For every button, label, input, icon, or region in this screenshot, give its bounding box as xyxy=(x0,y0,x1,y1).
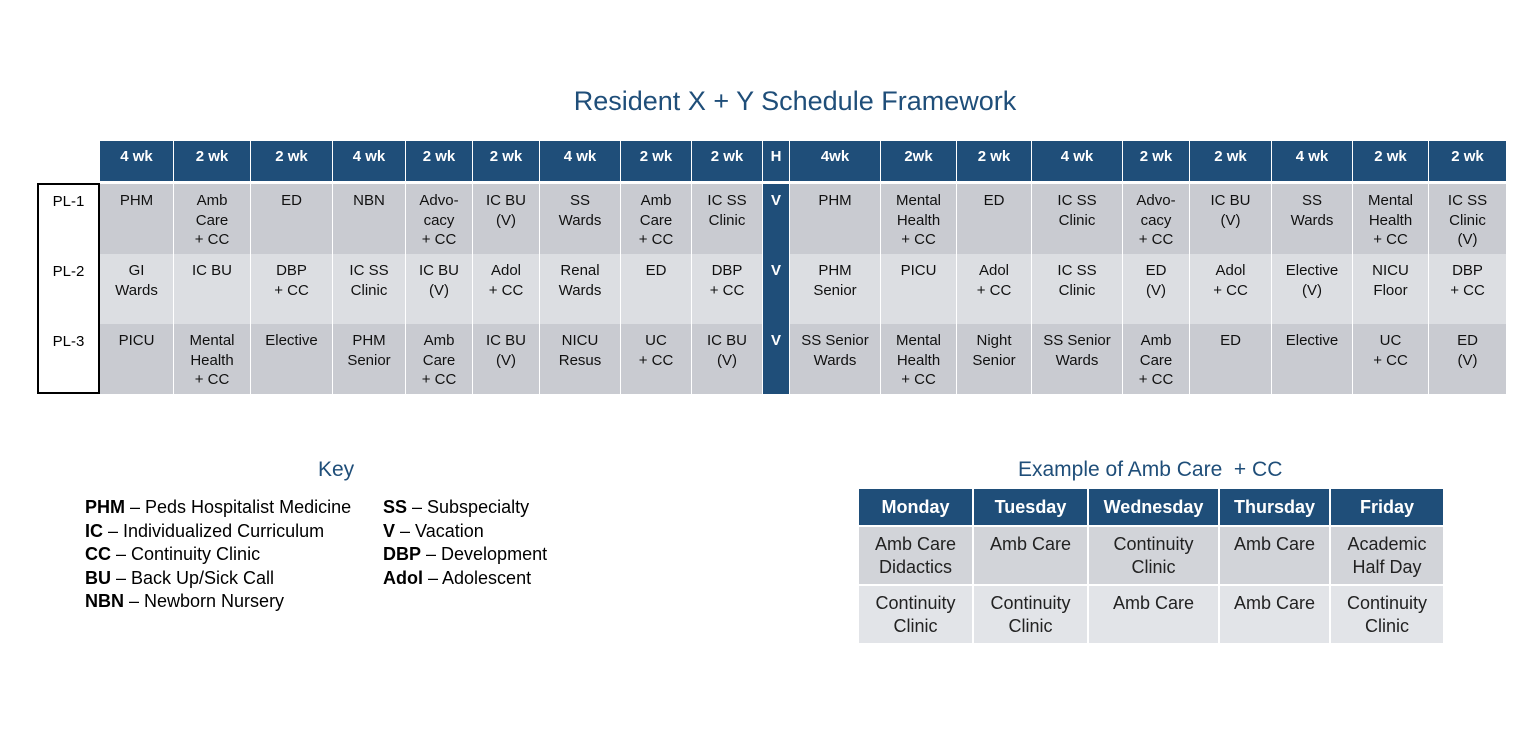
duration-header: 4 wk xyxy=(1272,141,1353,181)
rotation-cell: ED (V) xyxy=(1123,254,1190,324)
rotation-cell: Elective xyxy=(251,324,333,394)
example-cell: Amb Care xyxy=(1089,586,1220,643)
schedule-row-pl2 xyxy=(100,254,1507,326)
key-abbreviation: Adol xyxy=(383,567,423,588)
rotation-cell: IC BU (V) xyxy=(692,324,763,394)
rotation-cell: Renal Wards xyxy=(540,254,621,324)
key-column-2 xyxy=(383,496,547,590)
rotation-cell: Night Senior xyxy=(957,324,1032,394)
rotation-cell: ED (V) xyxy=(1429,324,1507,394)
key-entry xyxy=(383,520,547,544)
day-header: Tuesday xyxy=(974,489,1089,525)
row-label: PL-1 xyxy=(52,193,85,210)
key-entry xyxy=(383,567,547,591)
rotation-cell: Elective xyxy=(1272,324,1353,394)
rotation-cell: Amb Care + CC xyxy=(174,184,251,254)
day-header: Monday xyxy=(859,489,974,525)
rotation-cell: Adol + CC xyxy=(1190,254,1272,324)
key-column-1 xyxy=(85,496,351,614)
key-entry xyxy=(85,520,351,544)
example-cell: Academic Half Day xyxy=(1331,527,1445,584)
key-entry xyxy=(383,496,547,520)
rotation-cell: PICU xyxy=(881,254,957,324)
rotation-cell: DBP + CC xyxy=(692,254,763,324)
example-title: Example of Amb Care + CC xyxy=(1018,458,1283,481)
key-description: – Peds Hospitalist Medicine xyxy=(125,497,352,517)
key-entry xyxy=(85,496,351,520)
key-description: – Individualized Curriculum xyxy=(103,520,325,541)
example-row-2 xyxy=(859,586,1445,643)
key-description: – Development xyxy=(421,544,548,564)
rotation-cell: ED xyxy=(1190,324,1272,394)
duration-header: 2 wk xyxy=(957,141,1032,181)
rotation-cell: Mental Health + CC xyxy=(1353,184,1429,254)
rotation-cell: SS Senior Wards xyxy=(1032,324,1123,394)
rotation-cell: Adol + CC xyxy=(473,254,540,324)
example-cell: Continuity Clinic xyxy=(859,586,974,643)
rotation-cell: IC BU xyxy=(174,254,251,324)
example-cell: Continuity Clinic xyxy=(974,586,1089,643)
key-description: – Adolescent xyxy=(423,567,532,588)
day-header: Friday xyxy=(1331,489,1445,525)
rotation-cell: Amb Care + CC xyxy=(1123,324,1190,394)
key-description: – Back Up/Sick Call xyxy=(111,567,275,588)
example-cell: Amb Care xyxy=(1220,586,1331,643)
rotation-cell: V xyxy=(763,184,790,254)
rotation-cell: Mental Health + CC xyxy=(881,324,957,394)
key-description: – Continuity Clinic xyxy=(111,544,261,564)
duration-header: 4wk xyxy=(790,141,881,181)
rotation-cell: ED xyxy=(621,254,692,324)
key-title: Key xyxy=(318,458,355,481)
key-abbreviation: IC xyxy=(85,520,103,541)
key-abbreviation: BU xyxy=(85,567,111,588)
key-entry xyxy=(85,543,351,567)
rotation-cell: V xyxy=(763,254,790,324)
rotation-cell: DBP + CC xyxy=(251,254,333,324)
key-description: – Newborn Nursery xyxy=(124,591,285,611)
rotation-cell: Advo- cacy + CC xyxy=(406,184,473,254)
key-entry xyxy=(383,543,547,567)
rotation-cell: NBN xyxy=(333,184,406,254)
rotation-cell: DBP + CC xyxy=(1429,254,1507,324)
rotation-cell: ED xyxy=(251,184,333,254)
rotation-cell: Adol + CC xyxy=(957,254,1032,324)
schedule-row-pl3 xyxy=(100,324,1507,394)
duration-header: 2 wk xyxy=(251,141,333,181)
example-cell: Amb Care Didactics xyxy=(859,527,974,584)
rotation-cell: SS Wards xyxy=(540,184,621,254)
rotation-cell: Advo- cacy + CC xyxy=(1123,184,1190,254)
rotation-cell: PHM xyxy=(790,184,881,254)
key-abbreviation: DBP xyxy=(383,544,422,564)
example-cell: Amb Care xyxy=(1220,527,1331,584)
duration-header: 4 wk xyxy=(1032,141,1123,181)
duration-header: 2 wk xyxy=(1123,141,1190,181)
key-description: – Vacation xyxy=(395,520,484,541)
row-label: PL-3 xyxy=(52,333,85,350)
key-entry xyxy=(85,590,351,614)
row-labels xyxy=(37,183,100,394)
key-entry xyxy=(85,567,351,591)
rotation-cell: IC BU (V) xyxy=(473,184,540,254)
rotation-cell: IC BU (V) xyxy=(1190,184,1272,254)
day-header: Thursday xyxy=(1220,489,1331,525)
rotation-cell: V xyxy=(763,324,790,394)
rotation-cell: IC SS Clinic xyxy=(333,254,406,324)
rotation-cell: Amb Care + CC xyxy=(621,184,692,254)
duration-header: 4 wk xyxy=(100,141,174,181)
example-cell: Amb Care xyxy=(974,527,1089,584)
example-row-1 xyxy=(859,527,1445,584)
example-cell: Continuity Clinic xyxy=(1331,586,1445,643)
rotation-cell: UC + CC xyxy=(621,324,692,394)
rotation-cell: IC BU (V) xyxy=(406,254,473,324)
rotation-cell: ED xyxy=(957,184,1032,254)
rotation-cell: PHM Senior xyxy=(333,324,406,394)
rotation-cell: NICU Resus xyxy=(540,324,621,394)
day-header: Wednesday xyxy=(1089,489,1220,525)
rotation-cell: PICU xyxy=(100,324,174,394)
duration-header: 2 wk xyxy=(1353,141,1429,181)
example-cell: Continuity Clinic xyxy=(1089,527,1220,584)
key-abbreviation: PHM xyxy=(85,497,125,517)
rotation-cell: Mental Health + CC xyxy=(881,184,957,254)
key-abbreviation: SS xyxy=(383,497,408,517)
duration-header: 2 wk xyxy=(406,141,473,181)
duration-header: 4 wk xyxy=(333,141,406,181)
schedule-header-row xyxy=(100,141,1507,181)
rotation-cell: PHM Senior xyxy=(790,254,881,324)
rotation-cell: UC + CC xyxy=(1353,324,1429,394)
duration-header: 2 wk xyxy=(473,141,540,181)
rotation-cell: SS Senior Wards xyxy=(790,324,881,394)
duration-header: 2 wk xyxy=(1190,141,1272,181)
rotation-cell: GI Wards xyxy=(100,254,174,324)
key-abbreviation: V xyxy=(383,520,396,541)
key-abbreviation: NBN xyxy=(85,591,124,611)
rotation-cell: IC BU (V) xyxy=(473,324,540,394)
rotation-cell: IC SS Clinic xyxy=(692,184,763,254)
rotation-cell: Mental Health + CC xyxy=(174,324,251,394)
duration-header: 2 wk xyxy=(174,141,251,181)
duration-header: 4 wk xyxy=(540,141,621,181)
duration-header: 2 wk xyxy=(692,141,763,181)
key-abbreviation: CC xyxy=(85,544,111,564)
row-label: PL-2 xyxy=(52,263,85,280)
key-description: – Subspecialty xyxy=(407,497,530,517)
rotation-cell: NICU Floor xyxy=(1353,254,1429,324)
duration-header: 2 wk xyxy=(1429,141,1507,181)
duration-header: H xyxy=(763,141,790,181)
duration-header: 2 wk xyxy=(621,141,692,181)
rotation-cell: PHM xyxy=(100,184,174,254)
rotation-cell: IC SS Clinic xyxy=(1032,254,1123,324)
schedule-row-pl1 xyxy=(100,184,1507,256)
rotation-cell: IC SS Clinic xyxy=(1032,184,1123,254)
example-header-row xyxy=(859,489,1445,525)
rotation-cell: SS Wards xyxy=(1272,184,1353,254)
rotation-cell: Amb Care + CC xyxy=(406,324,473,394)
rotation-cell: Elective (V) xyxy=(1272,254,1353,324)
duration-header: 2wk xyxy=(881,141,957,181)
page-title: Resident X + Y Schedule Framework xyxy=(573,86,1017,116)
rotation-cell: IC SS Clinic (V) xyxy=(1429,184,1507,254)
